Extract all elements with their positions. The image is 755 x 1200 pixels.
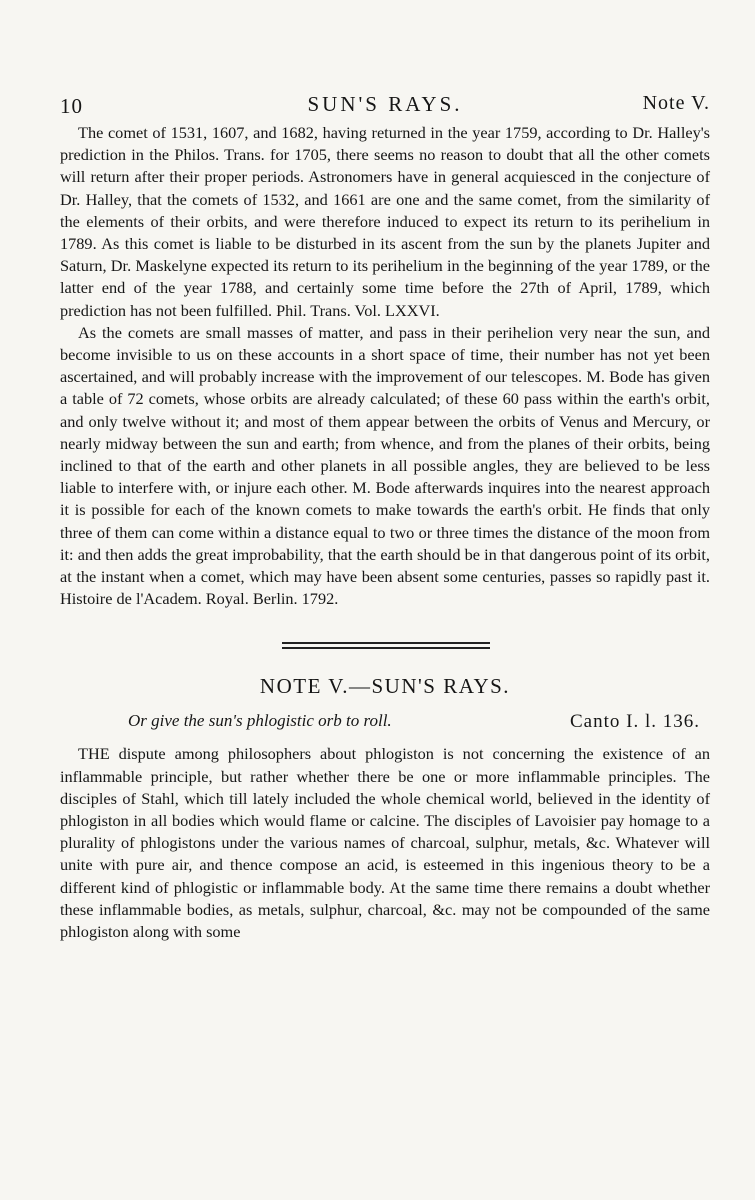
quotation: Or give the sun's phlogistic orb to roll. (128, 711, 392, 731)
note-label: Note V. (642, 92, 710, 114)
paragraph: The comet of 1531, 1607, and 1682, having returned in the year 1759, according to Dr. Halley's prediction in the Philos. Trans. for 1705, there seems no reason to doubt that all the other comets will return after their proper periods. Astronomers have in general acquiesced in the conjecture of Dr. Halley, that the comets of 1532, and 1661 are one and the same comet, from the similarity of the elements of their orbits, and were therefore induced to expect its return to its perihelium in 1789. As this comet is liable to be disturbed in its ascent from the sun by the planets Jupiter and Saturn, Dr. Maskelyne expected its return to its perihelium in the beginning of the year 1789, or the latter end of the year 1788, and certainly some time before the 27th of April, 1789, which prediction has not been fulfilled. Phil. Trans. Vol. LXXVI. (60, 123, 710, 320)
page-header (60, 88, 710, 122)
section-divider (60, 610, 710, 670)
note-heading: NOTE V.—SUN'S RAYS. (259, 674, 511, 699)
canto-reference: Canto I. l. 136. (570, 711, 700, 733)
book-page (60, 88, 710, 943)
running-title: SUN'S RAYS. (307, 92, 463, 116)
body-text-bottom (60, 743, 710, 943)
epigraph-line (60, 709, 710, 743)
page-number: 10 (60, 94, 83, 118)
body-text-top (60, 122, 710, 610)
paragraph: As the comets are small masses of matter, and pass in their perihelion very near the sun, and become invisible to us on these accounts in a short space of time, their number has not yet been ascertained, and will probably increase with the improvement of our telescopes. M. Bode has given a table of 72 comets, whose orbits are already calculated; of these 60 pass within the earth's orbit, and only twelve without it; and most of them appear between the orbits of Venus and Mercury, or nearly midway between the sun and earth; from whence, and from the planes of their orbits, being inclined to that of the earth and other planets in all possible angles, they are believed to be less liable to interfere with, or injure each other. M. Bode afterwards inquires into the nearest approach it is possible for each of the known comets to make towards the earth's orbit. He finds that only three of them can come within a distance equal to two or three times the distance of the moon from it: and then adds the great improbability, that the earth should be in that dangerous point of its orbit, at the instant when a comet, which may have been absent some centuries, passes so rapidly past it. Histoire de l'Academ. Royal. Berlin. 1792. (60, 322, 710, 609)
paragraph: THE dispute among philosophers about phlogiston is not concerning the existence of an inflammable principle, but rather whether there be one or more inflammable principles. The disciples of Stahl, which till lately included the whole chemical world, believed in the identity of phlogiston in all bodies which would flame or calcine. The disciples of Lavoisier pay homage to a plurality of phlogistons under the various names of charcoal, sulphur, metals, &c. Whatever will unite with pure air, and thence compose an acid, is esteemed in this ingenious theory to be a different kind of phlogistic or inflammable body. At the same time there remains a doubt whether these inflammable bodies, as metals, sulphur, charcoal, &c. may not be compounded of the same phlogiston along with some (60, 744, 710, 942)
